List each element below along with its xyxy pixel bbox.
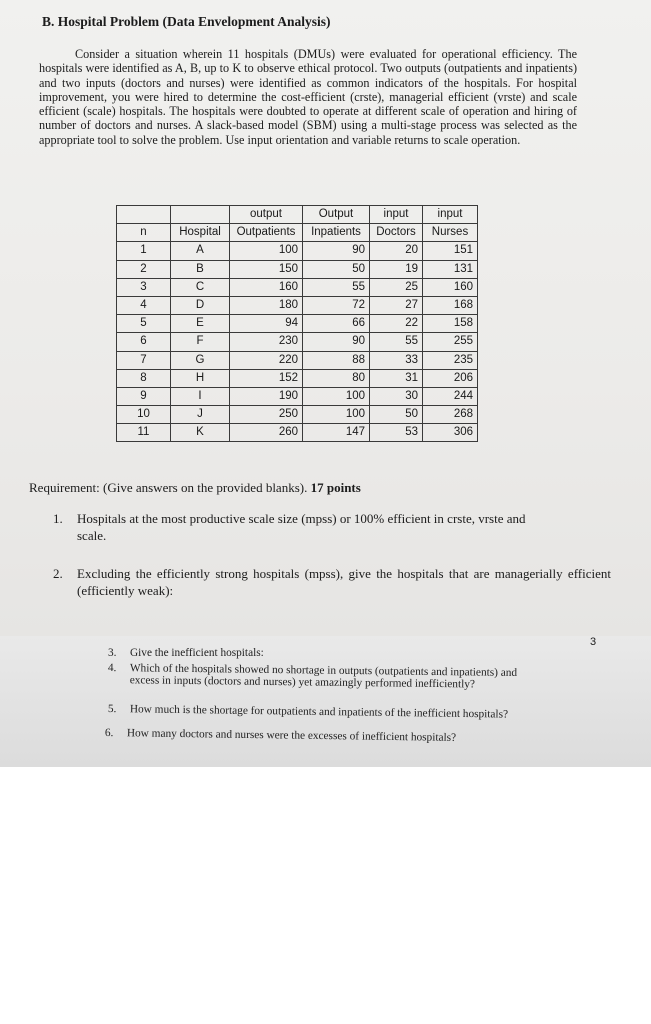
table-cell: 100: [303, 387, 370, 405]
header-cell: Inpatients: [303, 224, 370, 242]
table-cell: B: [171, 260, 230, 278]
table-row: [117, 242, 478, 260]
hospital-data-table: [116, 205, 478, 442]
table-cell: 3: [117, 278, 171, 296]
table-cell: 94: [230, 315, 303, 333]
header-cell: [171, 206, 230, 224]
table-cell: 151: [423, 242, 478, 260]
table-cell: 150: [230, 260, 303, 278]
question-number: 4.: [107, 662, 117, 675]
question-1: [53, 511, 613, 547]
header-cell: Output: [303, 206, 370, 224]
table-cell: E: [171, 315, 230, 333]
requirement-label: Requirement: (Give answers on the provided blanks).: [29, 480, 308, 495]
question-text-line: excess in inputs (doctors and nurses) yet amazingly performed inefficiently?: [129, 674, 476, 691]
question-number: 1.: [53, 511, 63, 526]
table-header-row: [117, 224, 478, 242]
question-text-line: Which of the hospitals showed no shortage in outputs (outpatients and inpatients) and: [129, 662, 518, 679]
table-cell: 19: [370, 260, 423, 278]
table-cell: 160: [423, 278, 478, 296]
table-cell: 50: [303, 260, 370, 278]
table-cell: 158: [423, 315, 478, 333]
requirement-line: [29, 480, 361, 496]
header-cell: Nurses: [423, 224, 478, 242]
table-cell: 7: [117, 351, 171, 369]
table-cell: 22: [370, 315, 423, 333]
table-cell: 53: [370, 424, 423, 442]
table-cell: 306: [423, 424, 478, 442]
requirement-points: 17 points: [310, 480, 361, 495]
table-cell: 90: [303, 333, 370, 351]
table-cell: 27: [370, 296, 423, 314]
section-title: B. Hospital Problem (Data Envelopment Analysis): [42, 14, 331, 29]
table-cell: A: [171, 242, 230, 260]
table-row: [117, 387, 478, 405]
table-cell: 220: [230, 351, 303, 369]
table-cell: 168: [423, 296, 478, 314]
table-cell: 160: [230, 278, 303, 296]
table-cell: 244: [423, 387, 478, 405]
question-number: 5.: [107, 703, 117, 716]
table-cell: I: [171, 387, 230, 405]
table-cell: 25: [370, 278, 423, 296]
table-cell: 268: [423, 406, 478, 424]
table-cell: G: [171, 351, 230, 369]
question-number: 2.: [53, 566, 63, 581]
worksheet-page-2: [0, 636, 651, 767]
table-cell: 11: [117, 424, 171, 442]
table-cell: 10: [117, 406, 171, 424]
table-cell: 9: [117, 387, 171, 405]
table-cell: 66: [303, 315, 370, 333]
header-cell: n: [117, 224, 171, 242]
table-row: [117, 406, 478, 424]
table-row: [117, 351, 478, 369]
header-cell: Doctors: [370, 224, 423, 242]
table-row: [117, 296, 478, 314]
table-cell: 4: [117, 296, 171, 314]
header-cell: output: [230, 206, 303, 224]
question-text: How much is the shortage for outpatients and inpatients of the inefficient hospitals?: [129, 703, 509, 721]
question-number: 3.: [108, 647, 117, 659]
table-row: [117, 333, 478, 351]
question-4: [108, 662, 517, 691]
question-3: [108, 647, 264, 659]
table-cell: C: [171, 278, 230, 296]
table-row: [117, 424, 478, 442]
table-row: [117, 260, 478, 278]
table-cell: 80: [303, 369, 370, 387]
table-cell: 55: [303, 278, 370, 296]
table-cell: 180: [230, 296, 303, 314]
table-cell: 88: [303, 351, 370, 369]
question-text: Excluding the efficiently strong hospitals (mpss), give the hospitals that are managerially efficient (efficiently weak):: [77, 566, 611, 598]
table-cell: 50: [370, 406, 423, 424]
table-row: [117, 369, 478, 387]
table-cell: 1: [117, 242, 171, 260]
table-cell: 206: [423, 369, 478, 387]
table-cell: 100: [303, 406, 370, 424]
header-cell: input: [423, 206, 478, 224]
table-header-group: [117, 206, 478, 224]
table-cell: 30: [370, 387, 423, 405]
question-text: How many doctors and nurses were the excesses of inefficient hospitals?: [126, 727, 457, 744]
table-cell: 260: [230, 424, 303, 442]
question-number: 6.: [104, 727, 114, 740]
table-cell: 72: [303, 296, 370, 314]
table-cell: 8: [117, 369, 171, 387]
table-cell: 230: [230, 333, 303, 351]
table-cell: 20: [370, 242, 423, 260]
table-cell: F: [171, 333, 230, 351]
table-cell: 55: [370, 333, 423, 351]
table-cell: 31: [370, 369, 423, 387]
question-text-line: scale.: [77, 528, 107, 543]
table-cell: 152: [230, 369, 303, 387]
question-text: Give the inefficient hospitals:: [130, 647, 264, 659]
header-cell: Hospital: [171, 224, 230, 242]
table-cell: 33: [370, 351, 423, 369]
table-cell: 250: [230, 406, 303, 424]
table-cell: 5: [117, 315, 171, 333]
page-number: 3: [590, 636, 597, 648]
table-cell: 190: [230, 387, 303, 405]
table-cell: 235: [423, 351, 478, 369]
table-cell: H: [171, 369, 230, 387]
table-cell: D: [171, 296, 230, 314]
question-text-line: Hospitals at the most productive scale size (mpss) or 100% efficient in crste, vrste and: [77, 511, 526, 526]
table-cell: 147: [303, 424, 370, 442]
problem-description: Consider a situation wherein 11 hospitals (DMUs) were evaluated for operational efficiency. The hospitals were identified as A, B, up to K to observe ethical protocol. Two outputs (outpatients and inpatients) and two inputs (doctors and nurses) were identified as common indicators of the hospitals. For hospital improvement, you were hired to determine the cost-efficient (crste), managerial efficient (vrste) and scale efficient (scale) hospitals. The hospitals were doubted to operate at different scale of operation and hiring of number of doctors and nurses. A slack-based model (SBM) using a multi-stage process was selected as the appropriate tool to solve the problem. Use input orientation and variable returns to scale operation.: [39, 47, 577, 147]
table-cell: J: [171, 406, 230, 424]
header-cell: [117, 206, 171, 224]
table-row: [117, 278, 478, 296]
table-cell: 90: [303, 242, 370, 260]
header-cell: input: [370, 206, 423, 224]
header-cell: Outpatients: [230, 224, 303, 242]
table-cell: 131: [423, 260, 478, 278]
table-cell: K: [171, 424, 230, 442]
table-cell: 255: [423, 333, 478, 351]
table-cell: 100: [230, 242, 303, 260]
table-cell: 2: [117, 260, 171, 278]
table-cell: 6: [117, 333, 171, 351]
table-row: [117, 315, 478, 333]
